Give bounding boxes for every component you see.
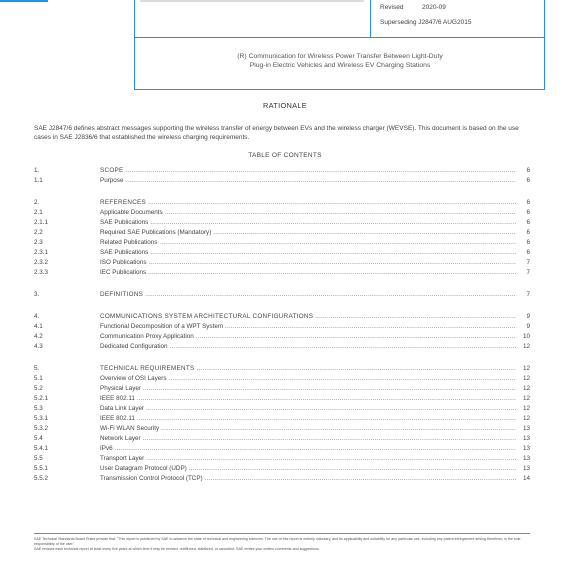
toc-entry-page: 6 — [526, 177, 530, 184]
toc-entry-page: 7 — [526, 291, 530, 298]
toc-entry-title: Transmission Control Protocol (TCP) ..... — [100, 474, 516, 483]
toc-entry-page: 6 — [526, 209, 530, 216]
toc-entry-title: Data Link Layer ..... — [100, 404, 516, 413]
footer-divider — [34, 533, 530, 534]
toc-entry-number: 5.3.1 — [34, 415, 49, 422]
toc-entry-title: DEFINITIONS ..... — [100, 290, 516, 299]
toc-entry-title: Required SAE Publications (Mandatory) ..... — [100, 228, 516, 237]
toc-entry-page: 6 — [526, 199, 530, 206]
revised-line — [380, 4, 446, 11]
toc-entry-title: Overview of OSI Layers ..... — [100, 374, 516, 383]
revised-value: 2020-09 — [422, 4, 446, 11]
toc-entry-page: 9 — [526, 313, 530, 320]
footer-notice — [34, 537, 534, 553]
toc-entry — [34, 290, 530, 299]
toc-entry-title: User Datagram Protocol (UDP) ..... — [100, 464, 516, 473]
rationale-heading: RATIONALE — [262, 101, 308, 110]
toc-entry — [34, 218, 530, 227]
toc-entry-number: 5.2.1 — [34, 395, 49, 402]
toc-entry — [34, 176, 530, 185]
toc-entry-number: 2.3.2 — [34, 259, 49, 266]
toc-entry-title: ISO Publications ..... — [100, 258, 516, 267]
toc-entry-title: Wi-Fi WLAN Security ..... — [100, 424, 516, 433]
toc-entry — [34, 474, 530, 483]
toc-entry — [34, 374, 530, 383]
toc-entry — [34, 414, 530, 423]
toc-entry-number: 2.1.1 — [34, 219, 49, 226]
toc-entry — [34, 434, 530, 443]
toc-entry — [34, 312, 530, 321]
toc-entry-title: IEEE 802.11 ..... — [100, 414, 516, 423]
header-box — [134, 0, 545, 90]
document-title-line1: (R) Communication for Wireless Power Transfer Between Light-Duty — [237, 53, 443, 60]
toc-entry — [34, 454, 530, 463]
toc-entry-page: 10 — [522, 333, 530, 340]
superseding-line: Superseding J2847/6 AUG2015 — [380, 19, 472, 26]
toc-entry-title: COMMUNICATIONS SYSTEM ARCHITECTURAL CONFIGURATIONS ..... — [100, 312, 516, 321]
toc-entry-number: 3. — [34, 291, 40, 298]
toc-entry-page: 12 — [522, 343, 530, 350]
toc-entry-title: SAE Publications ..... — [100, 248, 516, 257]
footer-notice-line1: SAE Technical Standards Board Rules provide that: "This report is published by SAE to advance the state of technical and engineering sciences. The use of this report is entirely voluntary, and its applicability and suitability for any particular use, including any patent infringement arising therefrom, is the sole responsibility of the user." — [34, 537, 521, 547]
toc-entry-title: TECHNICAL REQUIREMENTS ..... — [100, 364, 516, 373]
toc-entry-page: 12 — [522, 395, 530, 402]
toc-entry-number: 2.1 — [34, 209, 43, 216]
toc-entry-title: SAE Publications ..... — [100, 218, 516, 227]
toc-entry — [34, 198, 530, 207]
toc-entry — [34, 322, 530, 331]
toc-entry-page: 12 — [522, 385, 530, 392]
toc-entry — [34, 332, 530, 341]
toc-entry-number: 5.5 — [34, 455, 43, 462]
toc-entry — [34, 166, 530, 175]
toc-entry-number: 4.2 — [34, 333, 43, 340]
toc-entry — [34, 208, 530, 217]
toc-entry-page: 12 — [522, 375, 530, 382]
toc-entry-title: Physical Layer ..... — [100, 384, 516, 393]
document-title-line2: Plug-in Electric Vehicles and Wireless EV Charging Stations — [249, 62, 431, 69]
toc-entry-title: Related Publications ..... — [100, 238, 516, 247]
revised-label: Revised — [380, 4, 404, 11]
toc-entry-number: 5.5.2 — [34, 475, 49, 482]
toc-entry-title: IEC Publications ..... — [100, 268, 516, 277]
toc-entry-page: 12 — [522, 415, 530, 422]
toc-entry-number: 2.3.3 — [34, 269, 49, 276]
toc-entry-number: 2.3.1 — [34, 249, 49, 256]
toc-entry-page: 12 — [522, 405, 530, 412]
rationale-text: SAE J2847/6 defines abstract messages supporting the wireless transfer of energy between EVs and the wireless charger (WEVSE). This document is based on the use cases in SAE J2836/6 that established the wireless charging requirements. — [34, 125, 519, 141]
toc-entry-page: 7 — [526, 259, 530, 266]
toc-entry-number: 5. — [34, 365, 40, 372]
toc-entry — [34, 248, 530, 257]
toc-entry-title: Functional Decomposition of a WPT System ..... — [100, 322, 516, 331]
toc-entry-page: 13 — [522, 425, 530, 432]
toc-entry-number: 5.3 — [34, 405, 43, 412]
toc-entry — [34, 258, 530, 267]
toc-entry-page: 12 — [522, 365, 530, 372]
toc-entry-title: REFERENCES ..... — [100, 198, 516, 207]
header-divider — [134, 37, 545, 38]
toc-entry-number: 5.2 — [34, 385, 43, 392]
toc-entry-number: 2.2 — [34, 229, 43, 236]
header-column-divider — [370, 0, 371, 37]
toc-entry-page: 6 — [526, 167, 530, 174]
header-accent-bar — [0, 0, 48, 2]
toc-entry-title: Dedicated Configuration ..... — [100, 342, 516, 351]
toc-entry-number: 2.3 — [34, 239, 43, 246]
toc-entry — [34, 342, 530, 351]
toc-entry — [34, 404, 530, 413]
footer-notice-line2: SAE reviews each technical report at least every five years at which time it may be revised, reaffirmed, stabilized, or cancelled. SAE invites your written comments and suggestions. — [34, 547, 320, 552]
toc-entry-page: 13 — [522, 455, 530, 462]
toc-entry-number: 1. — [34, 167, 40, 174]
toc-entry-page: 6 — [526, 249, 530, 256]
toc-entry — [34, 228, 530, 237]
toc-entry — [34, 424, 530, 433]
toc-entry — [34, 394, 530, 403]
toc-entry-number: 5.4.1 — [34, 445, 49, 452]
toc-entry-number: 2. — [34, 199, 40, 206]
toc-entry-page: 13 — [522, 445, 530, 452]
toc-entry-title: Network Layer ..... — [100, 434, 516, 443]
toc-entry-page: 6 — [526, 239, 530, 246]
toc-entry-page: 13 — [522, 465, 530, 472]
toc-entry-page: 13 — [522, 435, 530, 442]
toc-entry — [34, 268, 530, 277]
toc-entry-title: SCOPE ..... — [100, 166, 516, 175]
toc-entry-title: Communication Proxy Application ..... — [100, 332, 516, 341]
toc-entry — [34, 464, 530, 473]
toc-entry-title: Applicable Documents ..... — [100, 208, 516, 217]
toc-entry — [34, 364, 530, 373]
toc-entry-number: 1.1 — [34, 177, 43, 184]
toc-entry-number: 5.4 — [34, 435, 43, 442]
toc-entry — [34, 238, 530, 247]
toc-entry-page: 7 — [526, 269, 530, 276]
toc-entry-title: Transport Layer ..... — [100, 454, 516, 463]
toc-entry-page: 6 — [526, 219, 530, 226]
toc-heading: TABLE OF CONTENTS — [248, 152, 322, 159]
document-title — [150, 52, 530, 70]
toc-entry-number: 5.5.1 — [34, 465, 49, 472]
toc-entry-number: 5.1 — [34, 375, 43, 382]
toc-entry — [34, 444, 530, 453]
toc-entry — [34, 384, 530, 393]
toc-entry-number: 4.3 — [34, 343, 43, 350]
toc-entry-title: IEEE 802.11 ..... — [100, 394, 516, 403]
toc-entry-title: Purpose ..... — [100, 176, 516, 185]
toc-entry-page: 14 — [522, 475, 530, 482]
toc-entry-page: 9 — [526, 323, 530, 330]
toc-entry-page: 6 — [526, 229, 530, 236]
toc-entry-number: 4.1 — [34, 323, 43, 330]
toc-entry-title: IPv6 ..... — [100, 444, 516, 453]
toc-entry-number: 5.3.2 — [34, 425, 49, 432]
toc-entry-number: 4. — [34, 313, 40, 320]
